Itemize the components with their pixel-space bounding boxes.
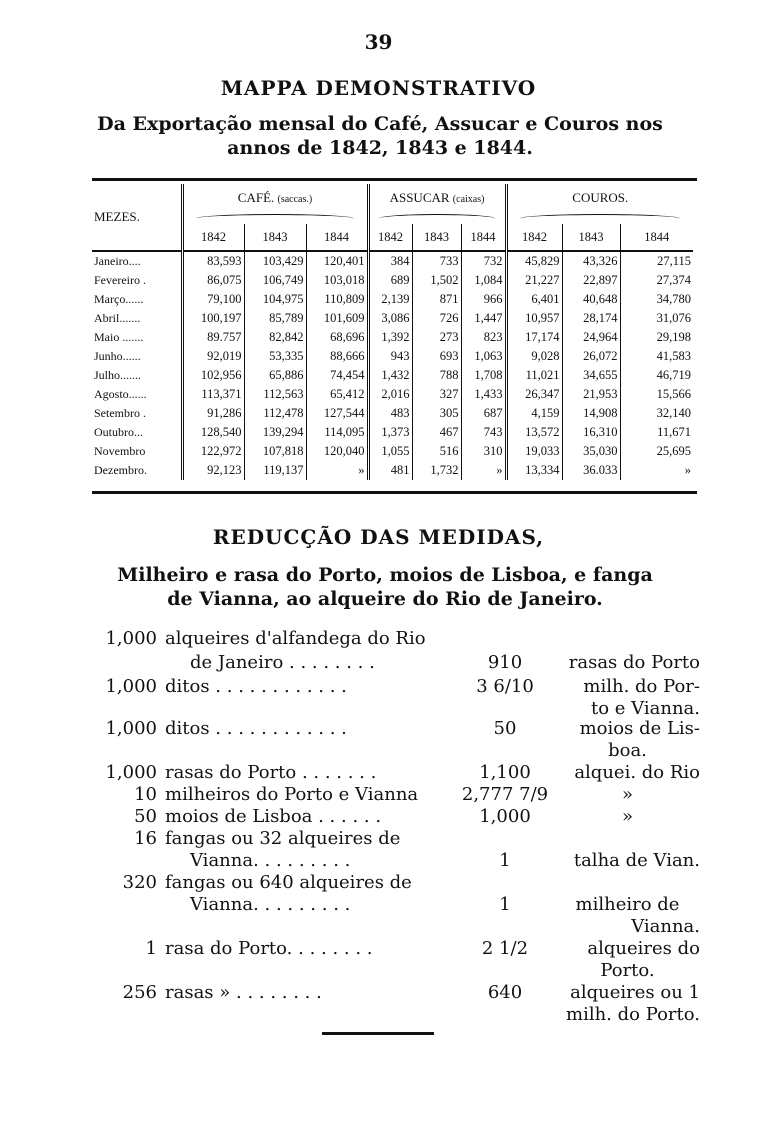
value-cell: 25,695	[620, 442, 693, 461]
list-item	[0, 740, 757, 764]
month-cell: Maio .......	[94, 330, 144, 344]
value-cell: 114,095	[306, 423, 368, 442]
quantity: 320	[122, 872, 157, 893]
value-cell: 11,021	[506, 366, 562, 385]
section-subtitle	[70, 563, 700, 611]
unit: talha de Vian.	[573, 850, 700, 871]
description: rasas do Porto . . . . . . .	[165, 762, 377, 783]
month-cell: Junho......	[94, 349, 141, 363]
value-cell: 113,371	[182, 385, 244, 404]
cafe-brace	[182, 212, 368, 224]
value-cell: 6,401	[506, 290, 562, 309]
unit: milheiro de	[575, 894, 680, 915]
value-cell: 1,502	[412, 271, 461, 290]
unit: rasas do Porto	[568, 652, 700, 673]
value-cell: 65,886	[244, 366, 306, 385]
description: fangas ou 32 alqueires de	[165, 828, 401, 849]
assucar-brace	[368, 212, 506, 224]
value-cell: 45,829	[506, 251, 562, 271]
year-header: 1842	[182, 224, 244, 251]
couros-label: COUROS.	[572, 190, 629, 205]
value-cell: 35,030	[562, 442, 620, 461]
year-header: 1842	[506, 224, 562, 251]
value-cell: 966	[461, 290, 506, 309]
quantity: 256	[122, 982, 157, 1003]
export-table-frame	[92, 178, 697, 494]
list-item	[0, 850, 757, 874]
list-item	[0, 960, 757, 984]
value-cell: 27,374	[620, 271, 693, 290]
value-cell: 273	[412, 328, 461, 347]
table-row	[92, 251, 693, 271]
unit: to e Vianna.	[591, 698, 700, 719]
month-cell: Março......	[94, 292, 144, 306]
month-cell: Setembro .	[94, 406, 146, 420]
unit: moios de Lis-	[579, 718, 700, 739]
table-row	[92, 271, 693, 290]
table-row	[92, 461, 693, 480]
export-table-body	[92, 251, 693, 480]
value-cell: 483	[368, 404, 412, 423]
list-item	[0, 652, 757, 676]
list-item	[0, 628, 757, 652]
value-cell: 823	[461, 328, 506, 347]
value-cell: 106,749	[244, 271, 306, 290]
value-cell: 34,780	[620, 290, 693, 309]
value-cell: 120,040	[306, 442, 368, 461]
year-header: 1843	[562, 224, 620, 251]
list-item	[0, 938, 757, 962]
value-cell: 1,732	[412, 461, 461, 480]
value-cell: 693	[412, 347, 461, 366]
table-row	[92, 290, 693, 309]
page-subtitle	[80, 112, 680, 160]
value-cell: 726	[412, 309, 461, 328]
list-item	[0, 828, 757, 852]
value-cell: 13,334	[506, 461, 562, 480]
description: Vianna. . . . . . . . .	[190, 894, 351, 915]
unit: milh. do Porto.	[566, 1004, 700, 1025]
brace-mark	[379, 214, 494, 223]
value-cell: 1,055	[368, 442, 412, 461]
list-item	[0, 916, 757, 940]
month-cell: Novembro	[94, 444, 146, 458]
couros-brace	[506, 212, 693, 224]
value-cell: 21,227	[506, 271, 562, 290]
value-cell: 86,075	[182, 271, 244, 290]
value-cell: 384	[368, 251, 412, 271]
value: 2 1/2	[481, 938, 529, 959]
table-row	[92, 404, 693, 423]
value-cell: 112,563	[244, 385, 306, 404]
value-cell: 327	[412, 385, 461, 404]
value-cell: 943	[368, 347, 412, 366]
brace-mark	[196, 214, 354, 223]
value-cell: 17,174	[506, 328, 562, 347]
value: 910	[487, 652, 523, 673]
value-cell: 74,454	[306, 366, 368, 385]
description: de Janeiro . . . . . . . .	[190, 652, 375, 673]
value-cell: 85,789	[244, 309, 306, 328]
value-cell: 122,972	[182, 442, 244, 461]
unit: Porto.	[600, 960, 655, 981]
list-item	[0, 894, 757, 918]
value-cell: 687	[461, 404, 506, 423]
month-cell: Dezembro.	[94, 463, 147, 477]
page-title: MAPPA DEMONSTRATIVO	[220, 76, 537, 100]
value-cell: 732	[461, 251, 506, 271]
closing-rule	[322, 1032, 434, 1035]
value-cell: 32,140	[620, 404, 693, 423]
section-subtitle-line-2: de Vianna, ao alqueire do Rio de Janeiro.	[167, 588, 603, 610]
value: 640	[487, 982, 523, 1003]
value-cell: 1,392	[368, 328, 412, 347]
value-cell: 128,540	[182, 423, 244, 442]
quantity: 50	[134, 806, 157, 827]
value-cell: 65,412	[306, 385, 368, 404]
value-cell: 26,072	[562, 347, 620, 366]
value: 1	[499, 850, 511, 871]
value: 1,000	[479, 806, 531, 827]
value-cell: 743	[461, 423, 506, 442]
month-cell: Abril.......	[94, 311, 141, 325]
subtitle-line-1: Da Exportação mensal do Café, Assucar e Couros nos	[97, 113, 663, 135]
year-header: 1843	[244, 224, 306, 251]
value-cell: 9,028	[506, 347, 562, 366]
cafe-unit: (saccas.)	[277, 194, 313, 205]
month-cell: Agosto......	[94, 387, 147, 401]
value-cell: 1,447	[461, 309, 506, 328]
cafe-label: CAFÉ.	[237, 190, 275, 205]
section-title: REDUCÇÃO DAS MEDIDAS,	[212, 525, 545, 549]
page-number: 39	[364, 30, 393, 54]
value-cell: 689	[368, 271, 412, 290]
assucar-group-header	[368, 184, 506, 212]
table-row	[92, 442, 693, 461]
list-item	[0, 872, 757, 896]
value-cell: 310	[461, 442, 506, 461]
value-cell: 1,433	[461, 385, 506, 404]
month-cell: Julho.......	[94, 368, 142, 382]
brace-mark	[520, 214, 680, 223]
unit: alquei. do Rio	[574, 762, 700, 783]
value-cell: 467	[412, 423, 461, 442]
quantity: 1,000	[105, 762, 157, 783]
value-cell: 119,137	[244, 461, 306, 480]
value-cell: 16,310	[562, 423, 620, 442]
value-cell: 13,572	[506, 423, 562, 442]
value: 2,777 7/9	[461, 784, 549, 805]
unit: boa.	[608, 740, 647, 761]
year-header: 1844	[620, 224, 693, 251]
value-cell: 40,648	[562, 290, 620, 309]
value-cell: 103,018	[306, 271, 368, 290]
assucar-unit: (caixas)	[452, 194, 485, 205]
cafe-group-header	[182, 184, 368, 212]
description: ditos . . . . . . . . . . . .	[165, 676, 347, 697]
value-cell: 305	[412, 404, 461, 423]
subtitle-line-2: annos de 1842, 1843 e 1844.	[227, 137, 533, 159]
value-cell: 1,432	[368, 366, 412, 385]
description: fangas ou 640 alqueires de	[165, 872, 412, 893]
couros-group-header	[506, 184, 693, 212]
section-subtitle-line-1: Milheiro e rasa do Porto, moios de Lisboa, e fanga	[117, 564, 653, 586]
value-cell: 120,401	[306, 251, 368, 271]
table-row	[92, 328, 693, 347]
value-cell: 21,953	[562, 385, 620, 404]
value-cell: 516	[412, 442, 461, 461]
value-cell: 14,908	[562, 404, 620, 423]
table-row	[92, 423, 693, 442]
month-cell: Fevereiro .	[94, 273, 146, 287]
value-cell: 1,084	[461, 271, 506, 290]
value-cell: 92,019	[182, 347, 244, 366]
value-cell: 15,566	[620, 385, 693, 404]
value-cell: 43,326	[562, 251, 620, 271]
table-row	[92, 385, 693, 404]
value: 3 6/10	[476, 676, 534, 697]
value: 50	[493, 718, 517, 739]
value-cell: 22,897	[562, 271, 620, 290]
list-item	[0, 1004, 757, 1028]
value-cell: 3,086	[368, 309, 412, 328]
value-cell: 91,286	[182, 404, 244, 423]
value-cell: 733	[412, 251, 461, 271]
list-item	[0, 784, 757, 808]
value-cell: 127,544	[306, 404, 368, 423]
value-cell: 53,335	[244, 347, 306, 366]
value-cell: 112,478	[244, 404, 306, 423]
table-row	[92, 366, 693, 385]
value-cell: 102,956	[182, 366, 244, 385]
value: 1	[499, 894, 511, 915]
list-item	[0, 982, 757, 1006]
quantity: 1,000	[105, 718, 157, 739]
value-cell: 2,139	[368, 290, 412, 309]
value-cell: 871	[412, 290, 461, 309]
value-cell: 101,609	[306, 309, 368, 328]
month-cell: Outubro...	[94, 425, 143, 439]
value-cell: 4,159	[506, 404, 562, 423]
value-cell: 92,123	[182, 461, 244, 480]
description: ditos . . . . . . . . . . . .	[165, 718, 347, 739]
description: Vianna. . . . . . . . .	[190, 850, 351, 871]
value-cell: 41,583	[620, 347, 693, 366]
list-item	[0, 676, 757, 700]
value-cell: 79,100	[182, 290, 244, 309]
description: rasa do Porto. . . . . . . .	[165, 938, 373, 959]
quantity: 1	[145, 938, 157, 959]
value-cell: »	[461, 461, 506, 480]
value-cell: 107,818	[244, 442, 306, 461]
quantity: 1,000	[105, 628, 157, 649]
value-cell: 83,593	[182, 251, 244, 271]
value-cell: 36.033	[562, 461, 620, 480]
unit: milh. do Por-	[583, 676, 700, 697]
value-cell: 11,671	[620, 423, 693, 442]
quantity: 16	[134, 828, 157, 849]
value-cell: 26,347	[506, 385, 562, 404]
value-cell: 110,809	[306, 290, 368, 309]
value-cell: 34,655	[562, 366, 620, 385]
unit: »	[621, 784, 633, 805]
value-cell: 1,708	[461, 366, 506, 385]
year-header: 1844	[306, 224, 368, 251]
table-row	[92, 347, 693, 366]
value-cell: 88,666	[306, 347, 368, 366]
value-cell: 82,842	[244, 328, 306, 347]
value-cell: »	[620, 461, 693, 480]
unit: alqueires do	[587, 938, 700, 959]
month-cell: Janeiro....	[94, 254, 141, 268]
value-cell: 27,115	[620, 251, 693, 271]
quantity: 1,000	[105, 676, 157, 697]
value-cell: 1,373	[368, 423, 412, 442]
mezes-header: MEZES.	[92, 184, 182, 251]
value: 1,100	[479, 762, 531, 783]
value-cell: 29,198	[620, 328, 693, 347]
value-cell: 10,957	[506, 309, 562, 328]
unit: Vianna.	[631, 916, 700, 937]
description: alqueires d'alfandega do Rio	[165, 628, 426, 649]
unit: »	[621, 806, 633, 827]
value-cell: 46,719	[620, 366, 693, 385]
description: moios de Lisboa . . . . . .	[165, 806, 382, 827]
value-cell: 1,063	[461, 347, 506, 366]
value-cell: 24,964	[562, 328, 620, 347]
unit: alqueires ou 1	[570, 982, 700, 1003]
value-cell: 139,294	[244, 423, 306, 442]
value-cell: 89.757	[182, 328, 244, 347]
value-cell: 2,016	[368, 385, 412, 404]
value-cell: 19,033	[506, 442, 562, 461]
list-item	[0, 806, 757, 830]
value-cell: 788	[412, 366, 461, 385]
year-header: 1842	[368, 224, 412, 251]
quantity: 10	[134, 784, 157, 805]
value-cell: 104,975	[244, 290, 306, 309]
description: rasas » . . . . . . . .	[165, 982, 322, 1003]
list-item	[0, 718, 757, 742]
list-item	[0, 762, 757, 786]
value-cell: 68,696	[306, 328, 368, 347]
value-cell: »	[306, 461, 368, 480]
value-cell: 481	[368, 461, 412, 480]
year-header: 1843	[412, 224, 461, 251]
export-table	[92, 184, 693, 480]
year-header: 1844	[461, 224, 506, 251]
table-row	[92, 309, 693, 328]
description: milheiros do Porto e Vianna	[165, 784, 419, 805]
assucar-label: ASSUCAR	[389, 190, 450, 205]
value-cell: 100,197	[182, 309, 244, 328]
value-cell: 31,076	[620, 309, 693, 328]
value-cell: 28,174	[562, 309, 620, 328]
value-cell: 103,429	[244, 251, 306, 271]
